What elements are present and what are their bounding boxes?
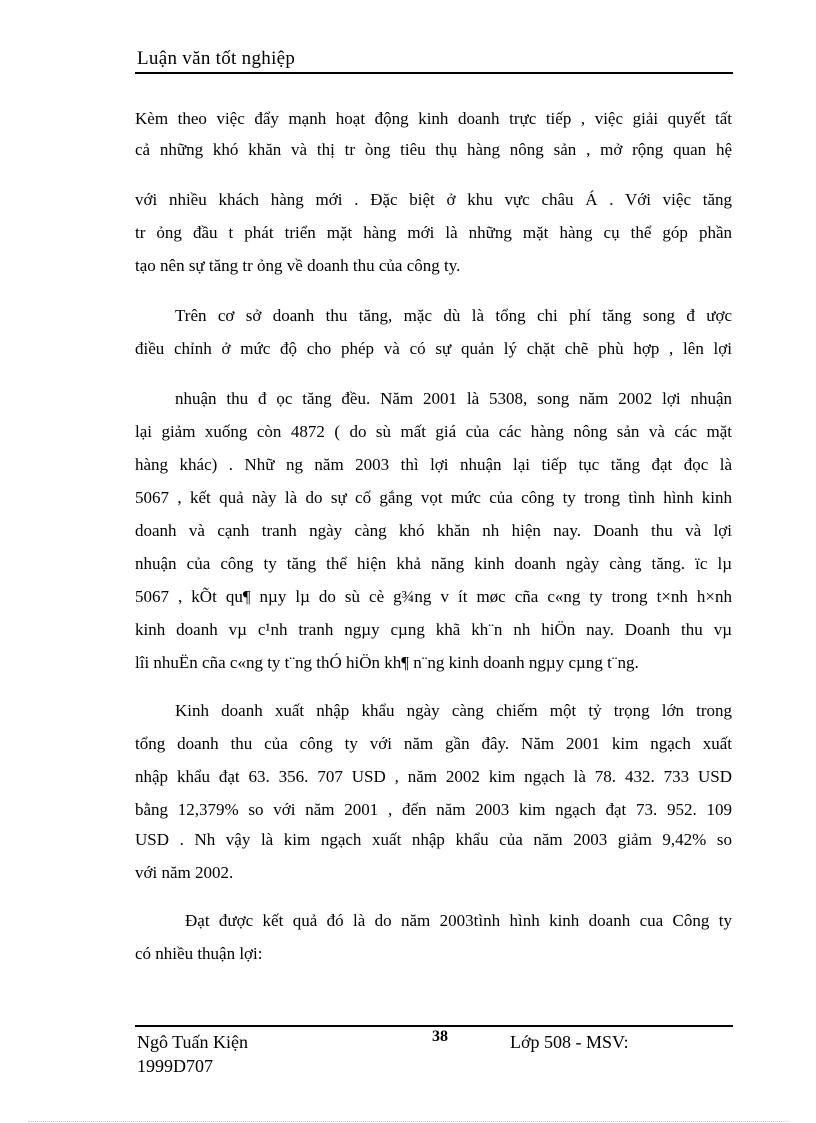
footer-author-block [137,1030,248,1078]
text-line: kinh doanh vµ c¹nh tranh ngµy cµng khã kh¨n nh hiÖn nay. Doanh thu vµ [135,620,732,639]
text-line: nhập khẩu đạt 63. 356. 707 USD , năm 2002 kim ngạch là 78. 432. 733 USD [135,767,732,786]
text-line: 5067 , kÕt qu¶ nµy lµ do sù cè g¾ng v ít møc cña c«ng ty trong t×nh h×nh [135,587,732,606]
text-line: 5067 , kết quả này là do sự cố gắng vọt mức của công ty trong tình hình kinh [135,488,732,507]
text-line: doanh và cạnh tranh ngày càng khó khăn nh hiện nay. Doanh thu và lợi [135,521,732,540]
header-title: Luận văn tốt nghiệp [137,48,296,69]
text-line: USD . Nh vậy là kim ngạch xuất nhập khẩu của năm 2003 giảm 9,42% so [135,830,732,849]
footer-student-id: 1999D707 [137,1056,213,1076]
text-line: hàng khác) . Nhữ ng năm 2003 thì lợi nhuận lại tiếp tục tăng đạt đọc là [135,455,732,474]
page-bottom-border [28,1121,788,1122]
text-line: có nhiều thuận lợi: [135,944,263,963]
text-line: nhuận của công ty tăng thể hiện khả năng kinh doanh ngày càng tăng. ïc lµ [135,554,732,573]
text-line: bằng 12,379% so với năm 2001 , đến năm 2003 kim ngạch đạt 73. 952. 109 [135,800,732,819]
text-line: với nhiều khách hàng mới . Đặc biệt ở khu vực châu Á . Với việc tăng [135,190,732,209]
page-number: 38 [432,1028,448,1045]
text-line: nhuận thu đ ọc tăng đều. Năm 2001 là 5308, song năm 2002 lợi nhuận [175,389,732,408]
text-line: với năm 2002. [135,863,234,882]
text-line: điều chỉnh ở mức độ cho phép và có sự quản lý chặt chẽ phù hợp , lên lợi [135,339,732,358]
text-line: Kèm theo việc đẩy mạnh hoạt động kinh doanh trực tiếp , việc giải quyết tất [135,109,732,128]
footer-rule [135,1025,733,1027]
text-line: tổng doanh thu của công ty với năm gần đây. Năm 2001 kim ngạch xuất [135,734,732,753]
text-line: cả những khó khăn và thị tr òng tiêu thụ hàng nông sản , mở rộng quan hệ [135,140,732,159]
footer-class-info: Lớp 508 - MSV: [510,1032,629,1052]
text-line: Trên cơ sở doanh thu tăng, mặc dù là tổng chi phí tăng song đ ược [175,306,732,325]
header-rule [135,72,733,74]
text-line: tr ỏng đầu t phát triển mặt hàng mới là những mặt hàng cụ thể góp phần [135,223,732,242]
footer-author: Ngô Tuấn Kiện [137,1032,249,1052]
text-line: lại giảm xuống còn 4872 ( do sù mất giá của các hàng nông sản và các mặt [135,422,732,441]
text-line: lîi nhuËn cña c«ng ty t¨ng thÓ hiÖn kh¶ n¨ng kinh doanh ngµy cµng t¨ng. [135,653,639,672]
text-line: Đạt được kết quả đó là do năm 2003tình hình kinh doanh cua Công ty [185,911,732,930]
text-line: tạo nên sự tăng tr ỏng về doanh thu của công ty. [135,256,461,275]
text-line: Kinh doanh xuất nhập khẩu ngày càng chiếm một tỷ trọng lớn trong [175,701,732,720]
